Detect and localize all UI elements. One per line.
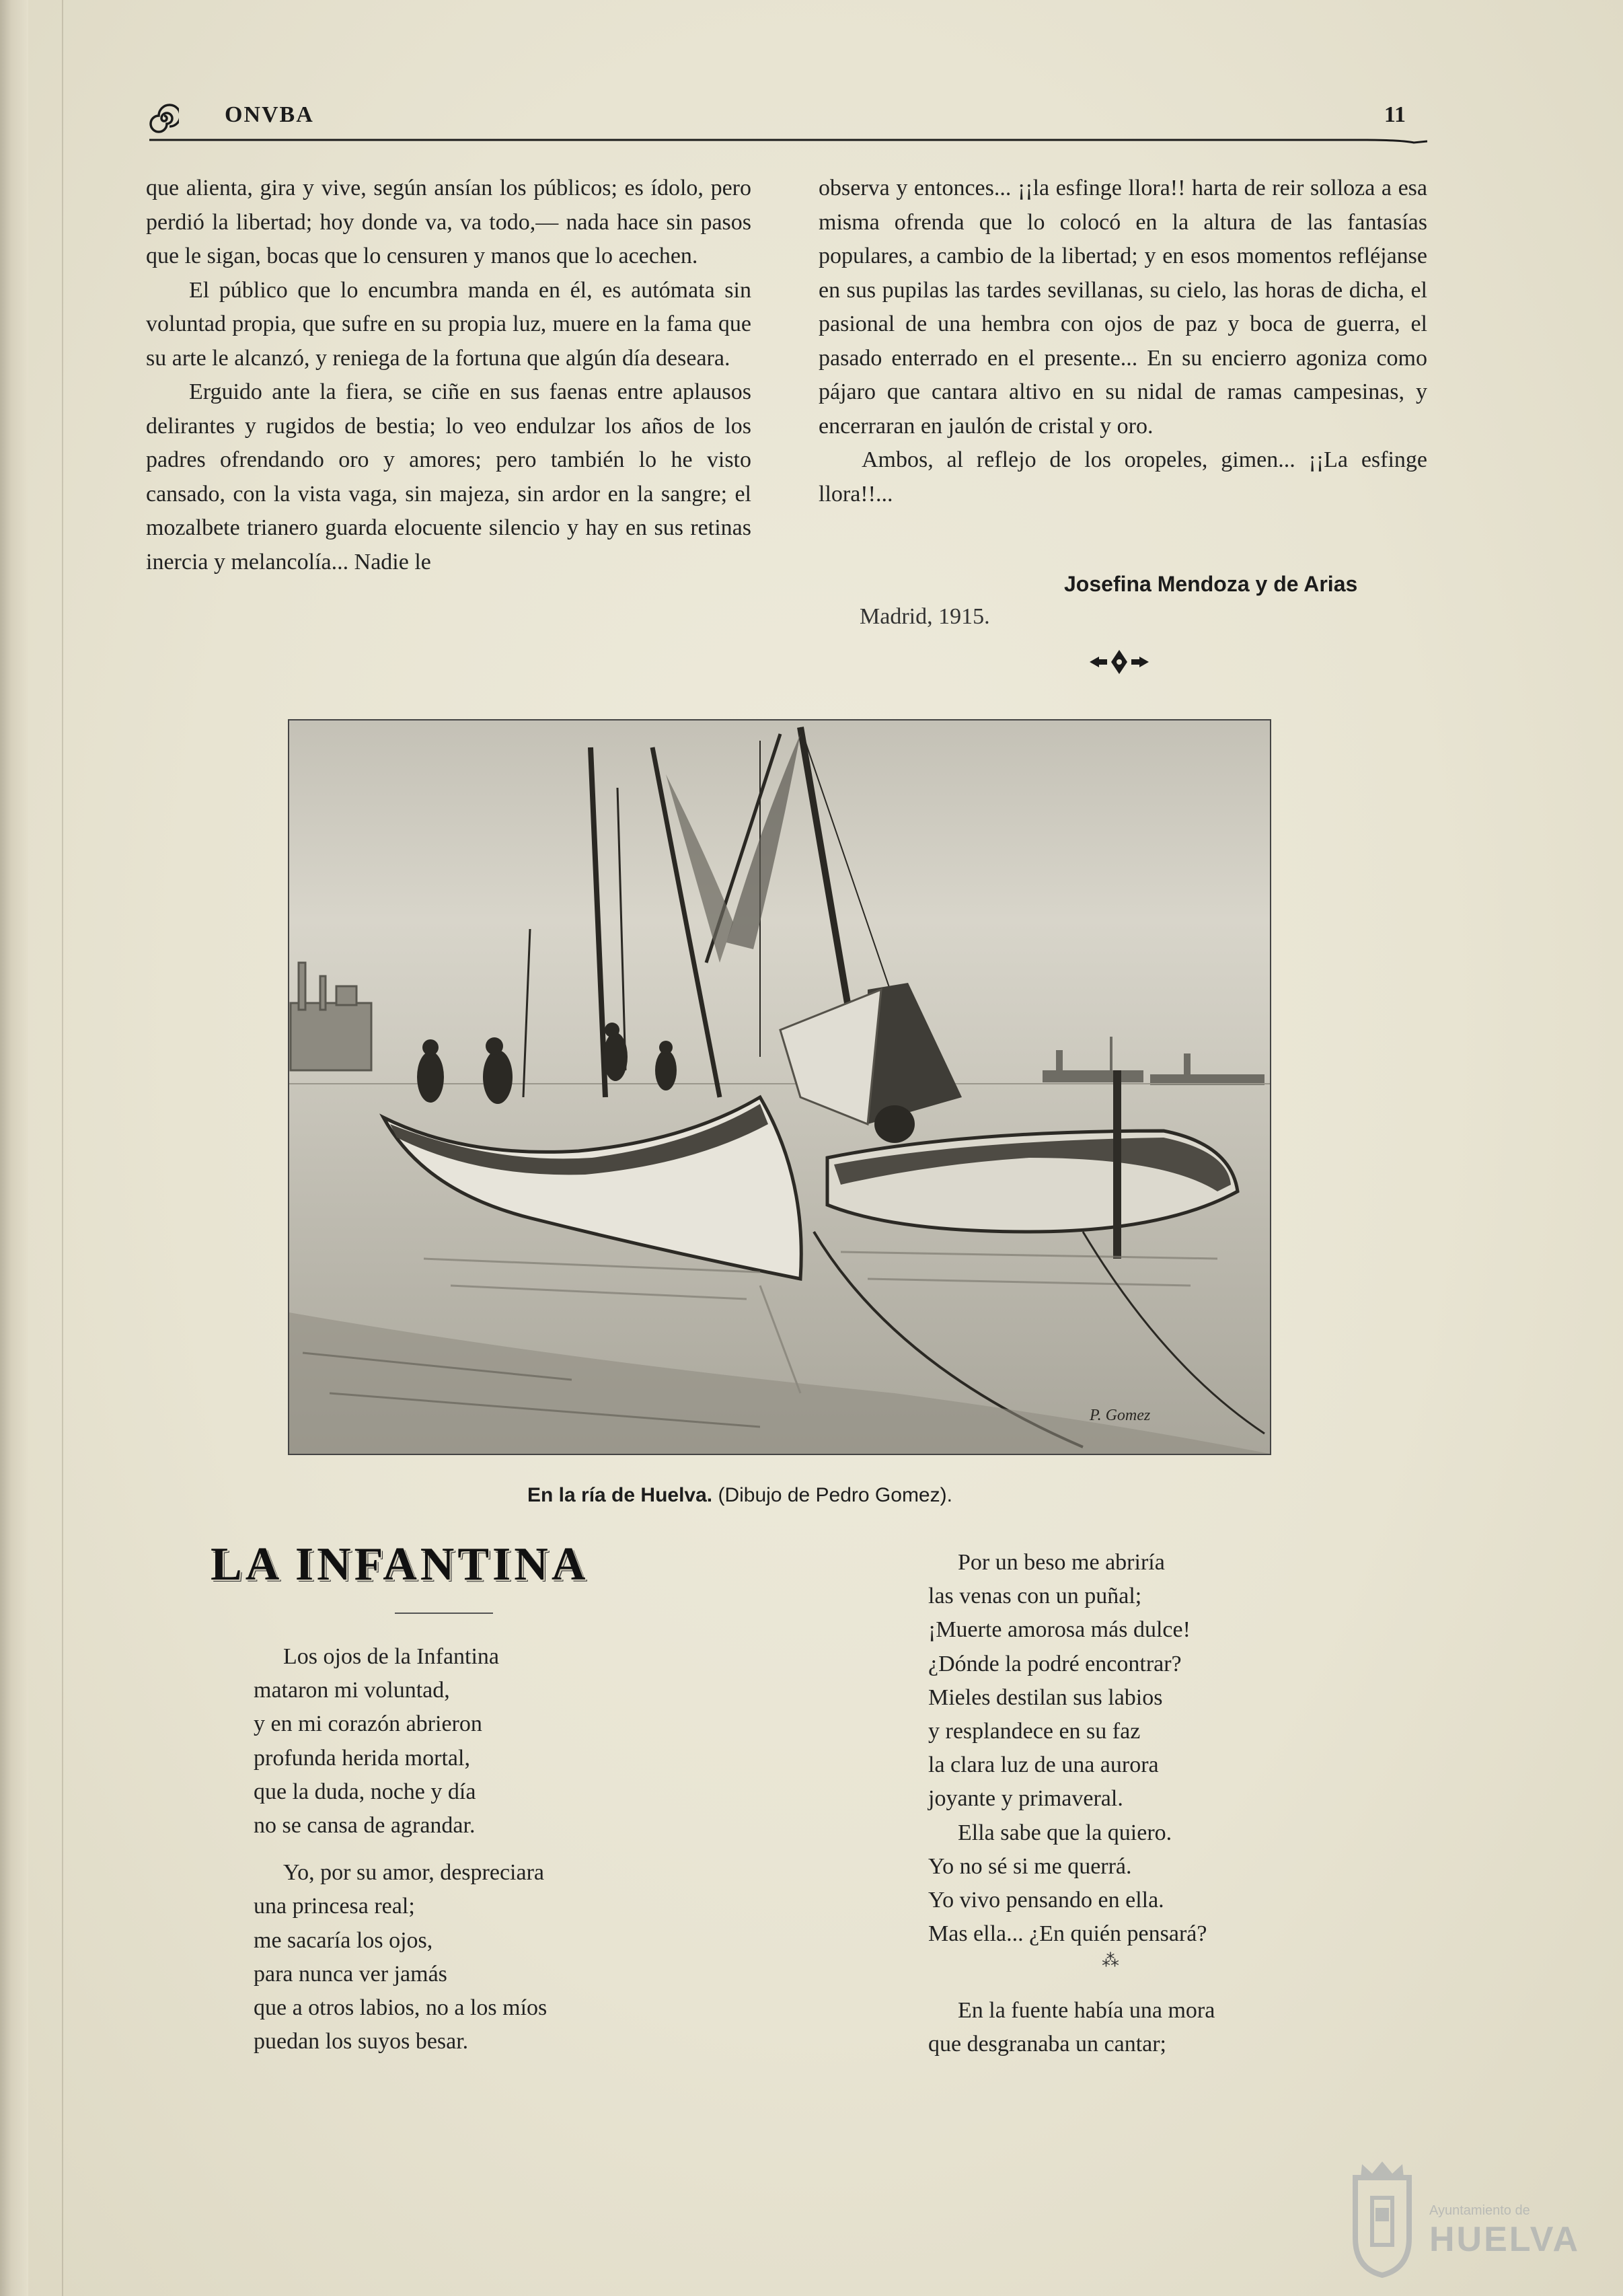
verse-line: una princesa real; [254, 1894, 415, 1919]
page-fold-edge [0, 0, 28, 2296]
watermark-line2: HUELVA [1429, 2220, 1581, 2259]
spiral-ornament-icon [149, 104, 179, 133]
verse-line: En la fuente había una mora [958, 1998, 1215, 2023]
verse-line: puedan los suyos besar. [254, 2029, 469, 2054]
boat-drawing [289, 720, 1270, 1454]
paragraph: El público que lo encumbra manda en él, es autómata sin voluntad propia, que sufre en su propia luz, muere en la fama que su arte le alcanzó, y reniega de la fortuna que algún día deseara. [146, 277, 751, 371]
verse-line: ¿Dónde la podré encontrar? [928, 1651, 1182, 1676]
artist-mark: P. Gomez [1090, 1407, 1151, 1424]
magazine-title: ONVBA [225, 102, 314, 127]
verse-line: para nunca ver jamás [254, 1961, 447, 1987]
figure-caption [527, 1484, 952, 1507]
verse-line: Yo no sé si me querrá. [928, 1853, 1132, 1879]
page-number: 11 [1384, 102, 1406, 127]
watermark-line1: Ayuntamiento de [1429, 2203, 1530, 2218]
author-signature: Josefina Mendoza y de Arias [1064, 572, 1358, 596]
paragraph: que alienta, gira y vive, según ansían los públicos; es ídolo, pero perdió la libertad; hoy donde va, va todo,— nada hace sin pasos que le sigan, bocas que lo censuren y manos que lo acechen. [146, 176, 751, 268]
caption-title: En la ría de Huelva. [527, 1484, 713, 1506]
poem-title: LA INFANTINA [211, 1539, 589, 1590]
verse-line: Mieles destilan sus labios [928, 1684, 1163, 1710]
asterism: ⁂ [1102, 1951, 1119, 1970]
illustration-boats-ria-huelva [288, 719, 1271, 1455]
right-prose-column [819, 172, 1427, 511]
page-header [149, 100, 1427, 147]
verse-line: que la duda, noche y día [254, 1779, 476, 1804]
stanza [254, 1856, 547, 2059]
poem-left-column [254, 1640, 547, 2072]
verse-line: no se cansa de agrandar. [254, 1813, 476, 1839]
verse-line: y resplandece en su faz [928, 1719, 1141, 1744]
paragraph: observa y entonces... ¡¡la esfinge llora!! harta de reir solloza a esa misma ofrenda que lo colocó en la altura de las fantasías populares, a cambio de la libertad; y en esos momentos refléjanse en sus pupilas las tardes sevillanas, su cielo, las horas de dicha, el pasional de una hembra con ojos de paz y boca de guerra, el pasado enterrado en el presente... En su encierro agoniza como pájaro que cantara altivo en su nidal de ramas campesinas, y encerraran en jaulón de cristal y oro. [819, 176, 1427, 439]
verse-line: las venas con un puñal; [928, 1584, 1142, 1609]
verse-line: me sacaría los ojos, [254, 1927, 433, 1953]
verse-line: joyante y primaveral. [928, 1786, 1123, 1812]
verse-line: ¡Muerte amorosa más dulce! [928, 1617, 1191, 1643]
verse-line: Los ojos de la Infantina [283, 1644, 500, 1669]
verse-line: la clara luz de una aurora [928, 1752, 1159, 1778]
left-prose-column [146, 172, 751, 579]
verse-line: y en mi corazón abrieron [254, 1711, 482, 1737]
verse-line: que a otros labios, no a los míos [254, 1995, 548, 2021]
city-crest-icon [1342, 2157, 1423, 2279]
section-divider-ornament-icon [1087, 646, 1152, 678]
stanza [254, 1640, 547, 1843]
fold-crease [62, 0, 63, 2296]
verse-line: Por un beso me abriría [958, 1550, 1165, 1575]
dateline: Madrid, 1915. [860, 604, 990, 629]
paragraph: Ambos, al reflejo de los oropeles, gimen... ¡¡La esfinge llora!!... [819, 447, 1427, 507]
verse-line: profunda herida mortal, [254, 1745, 470, 1771]
title-rule [395, 1613, 493, 1614]
verse-line: Yo, por su amor, despreciara [283, 1860, 544, 1886]
verse-line: que desgranaba un cantar; [928, 2032, 1166, 2057]
poem-right-column-continued [928, 1994, 1215, 2061]
verse-line: Ella sabe que la quiero. [958, 1820, 1172, 1845]
poem-right-column [928, 1546, 1207, 1951]
caption-credit: (Dibujo de Pedro Gomez). [712, 1484, 952, 1506]
verse-line: Yo vivo pensando en ella. [928, 1888, 1164, 1913]
header-rule [149, 137, 1427, 144]
verse-line: Mas ella... ¿En quién pensará? [928, 1921, 1207, 1947]
paragraph: Erguido ante la fiera, se ciñe en sus faenas entre aplausos delirantes y rugidos de bestia; lo veo endulzar los años de los padres ofrendando oro y amores; pero también lo he visto cansado, con la vista vaga, sin majeza, sin ardor en la sangre; el mozalbete trianero guarda elocuente silencio y hay en sus retinas inercia y melancolía... Nadie le [146, 379, 751, 575]
archive-watermark [1342, 2157, 1584, 2292]
verse-line: mataron mi voluntad, [254, 1678, 450, 1703]
